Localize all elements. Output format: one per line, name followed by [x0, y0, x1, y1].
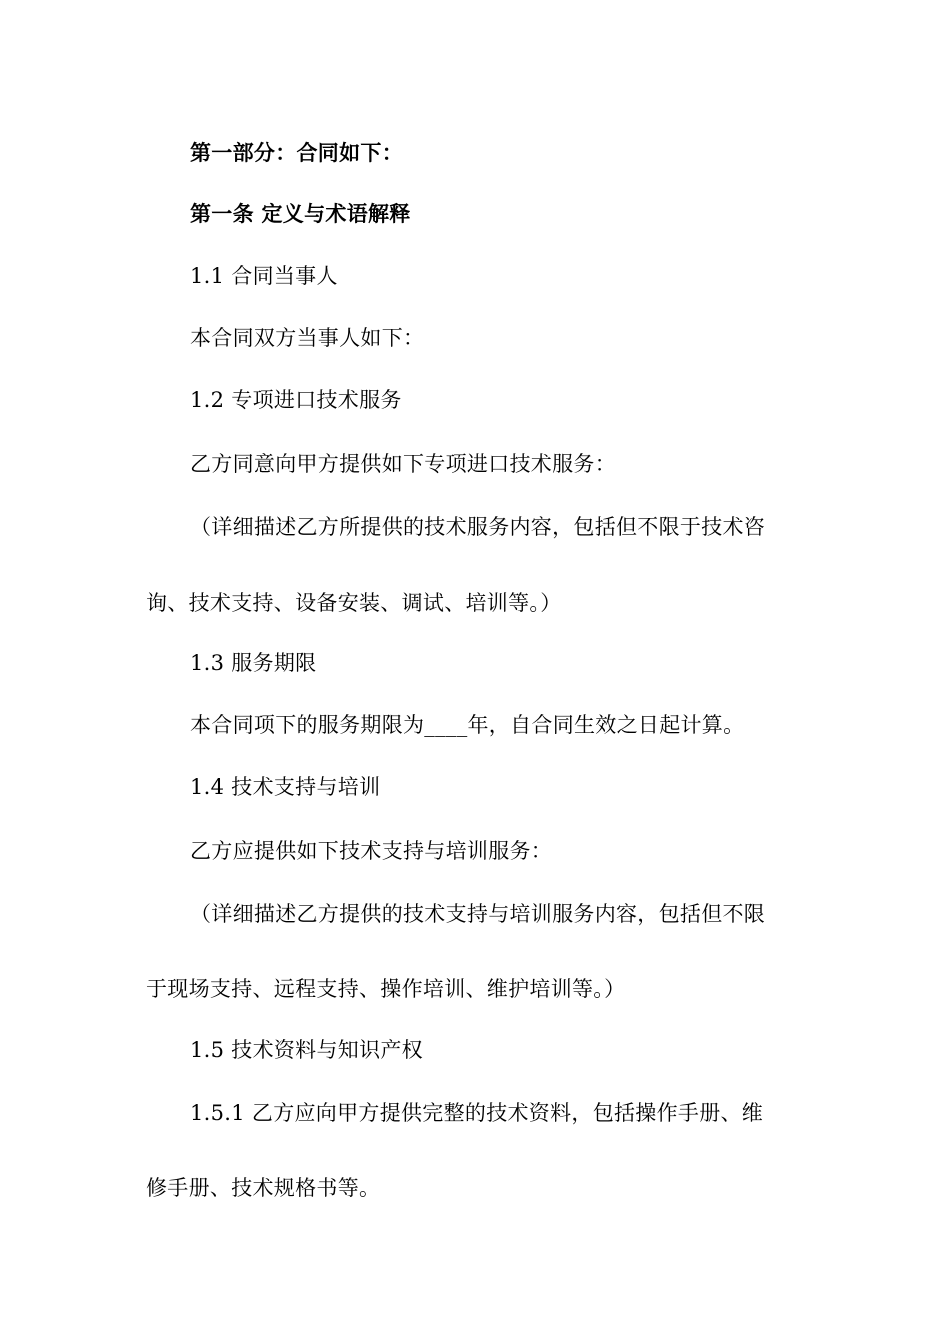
article-heading: 第一条 定义与术语解释	[190, 202, 411, 226]
section-1-5-1-line2: 修手册、技术规格书等。	[146, 1176, 381, 1200]
section-1-4-body: 乙方应提供如下技术支持与培训服务：	[190, 839, 553, 863]
section-1-4-title: 1.4 技术支持与培训	[190, 775, 381, 799]
section-1-3-title: 1.3 服务期限	[190, 651, 317, 675]
section-1-2-detail-line1: （详细描述乙方所提供的技术服务内容，包括但不限于技术咨	[190, 515, 766, 539]
section-1-2-detail-line2: 询、技术支持、设备安装、调试、培训等。）	[146, 591, 562, 615]
section-1-2-title: 1.2 专项进口技术服务	[190, 388, 402, 412]
part-heading: 第一部分：合同如下：	[190, 141, 403, 165]
section-1-3-body: 本合同项下的服务期限为____年，自合同生效之日起计算。	[190, 713, 745, 737]
section-1-1-title: 1.1 合同当事人	[190, 264, 338, 288]
section-1-4-detail-line1: （详细描述乙方提供的技术支持与培训服务内容，包括但不限	[190, 902, 766, 926]
section-1-2-body: 乙方同意向甲方提供如下专项进口技术服务：	[190, 452, 616, 476]
section-1-5-1-line1: 1.5.1 乙方应向甲方提供完整的技术资料，包括操作手册、维	[190, 1101, 764, 1125]
section-1-1-body: 本合同双方当事人如下：	[190, 326, 425, 350]
section-1-5-title: 1.5 技术资料与知识产权	[190, 1038, 423, 1062]
section-1-4-detail-line2: 于现场支持、远程支持、操作培训、维护培训等。）	[146, 977, 626, 1001]
